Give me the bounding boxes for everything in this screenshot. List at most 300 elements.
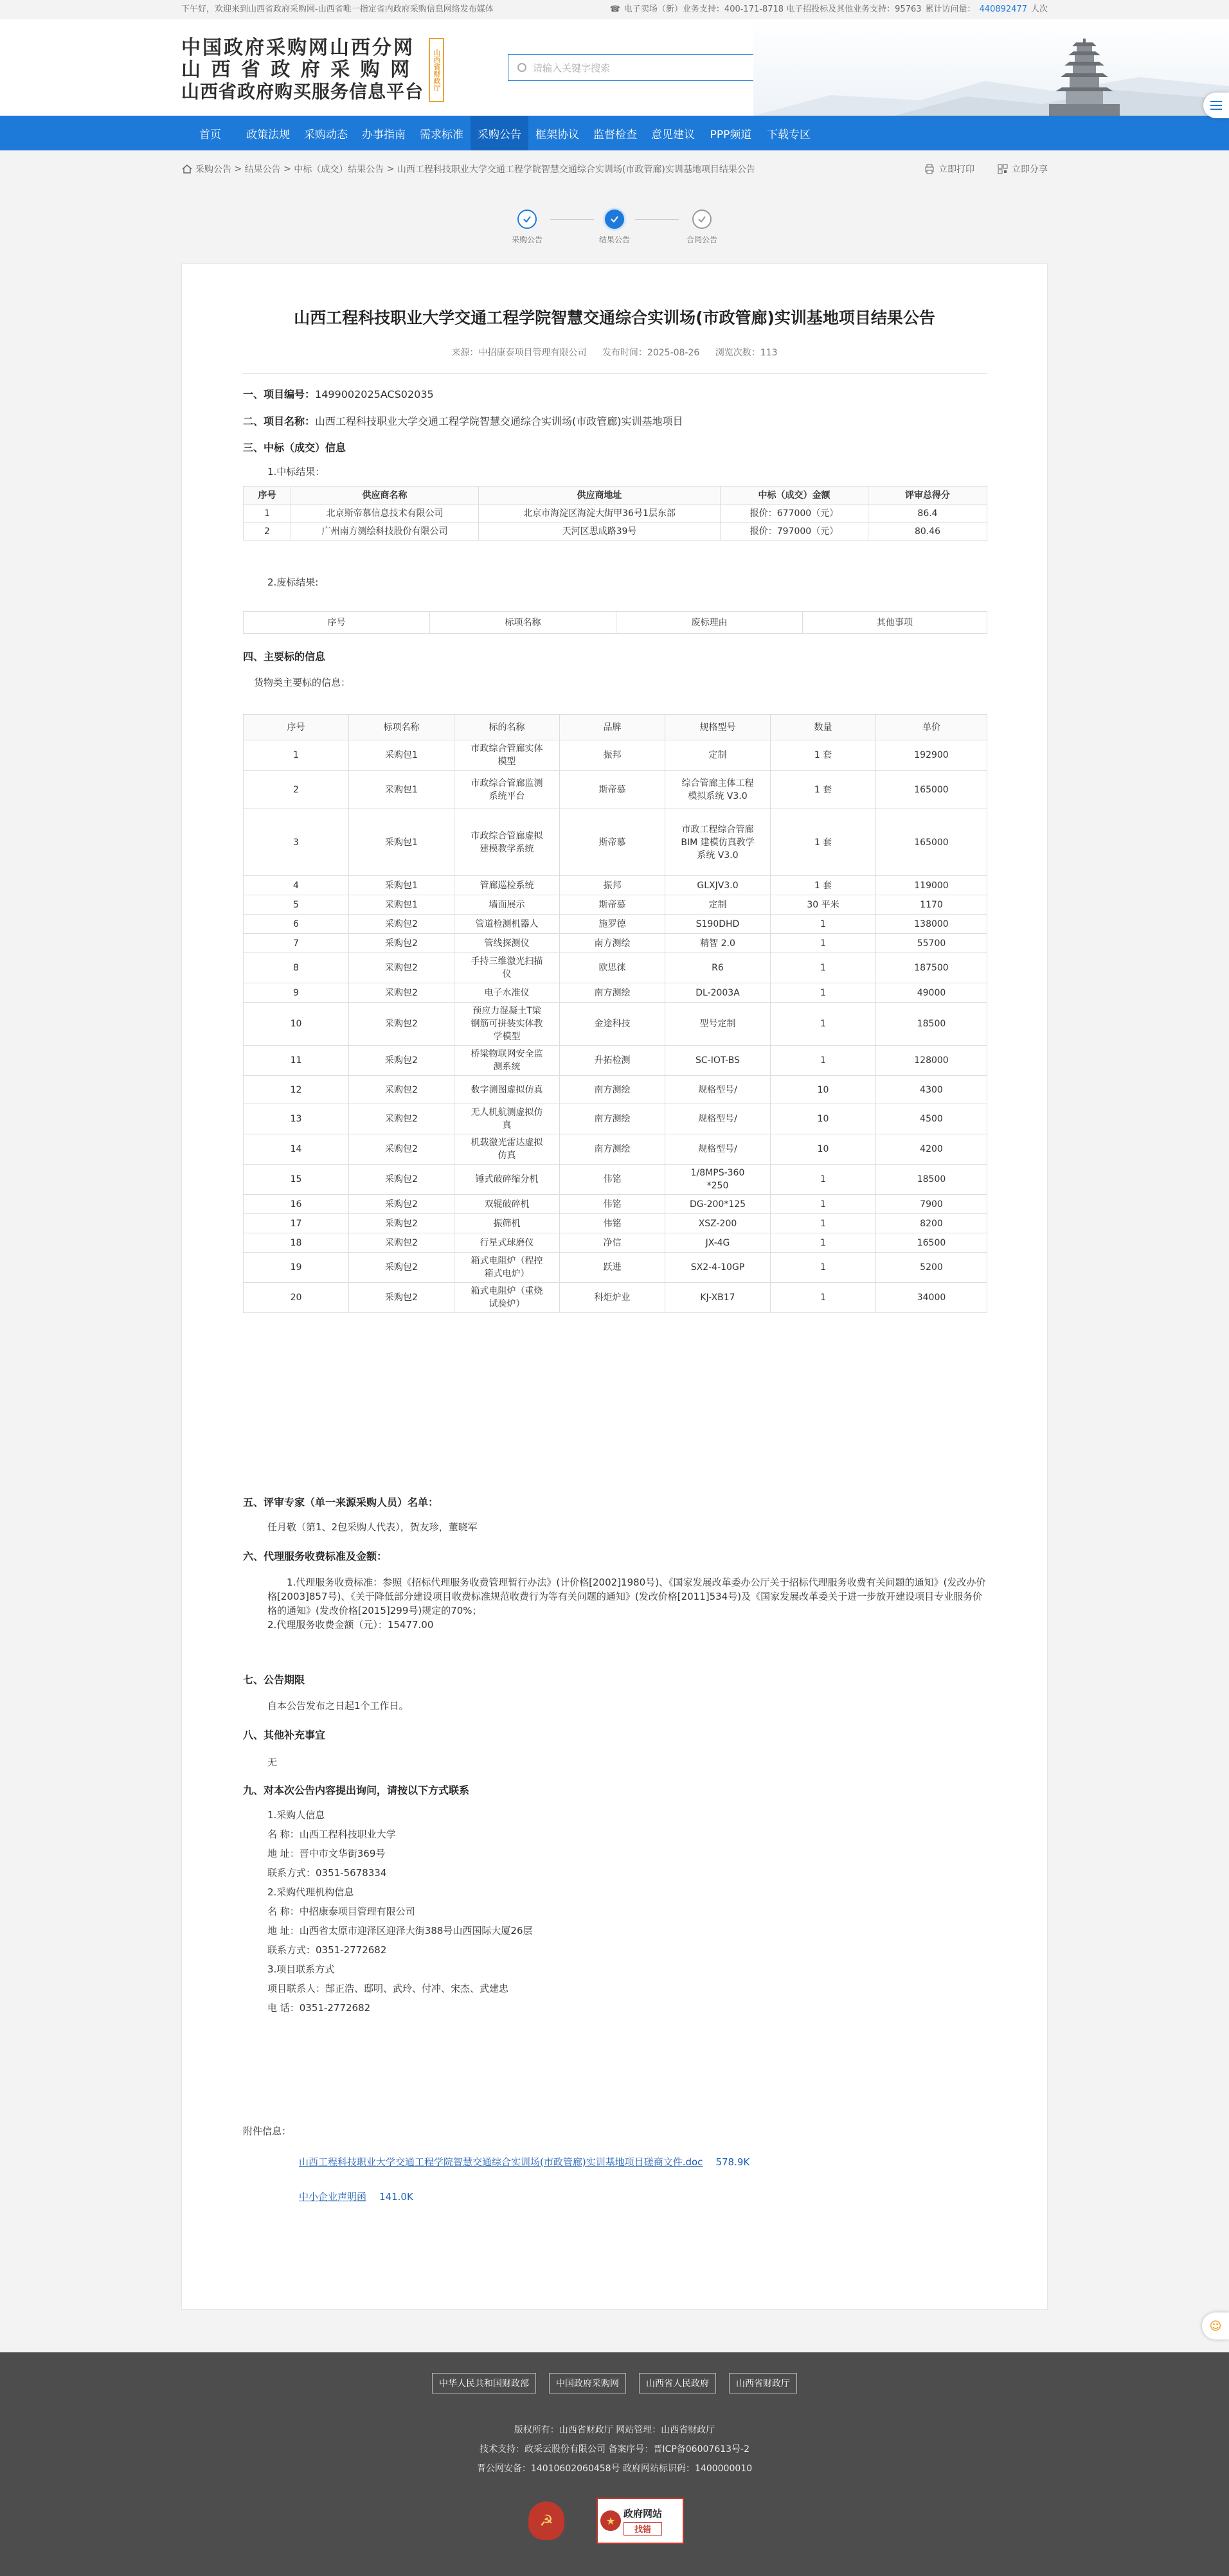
contact-line: 名 称：中招康泰项目管理有限公司 [267,1906,415,1917]
table-row [244,934,987,953]
table-cell: 1 [771,1283,876,1313]
project-number [243,386,434,401]
table-cell: 2 [244,523,291,541]
table-cell: 采购包2 [349,1165,454,1195]
announcement-card [181,264,1048,2310]
table-cell: 19 [244,1253,349,1283]
site-logo[interactable] [181,37,444,103]
divider [243,373,987,374]
welcome-text: 下午好，欢迎来到山西省政府采购网-山西省唯一指定省内政府采购信息网络发布媒体 [181,4,494,14]
win-result-table [243,486,987,541]
attachment-size: 141.0K [379,2191,413,2203]
logo-line-3: 山西省政府购买服务信息平台 [181,81,424,102]
table-row [244,1214,987,1233]
check-icon [692,210,712,229]
menu-icon [1210,101,1222,110]
table-cell: 1 [771,1214,876,1233]
project-number-value: 1499002025ACS02035 [315,388,434,400]
table-row [244,876,987,895]
table-cell: 16 [244,1195,349,1214]
step-procurement-notice[interactable] [501,210,553,245]
nav-item[interactable]: 政策法规 [246,128,290,141]
table-row [244,809,987,876]
table-cell: 定制 [665,740,771,771]
table-cell: 南方测绘 [560,1076,665,1104]
footer-tech: 技术支持：政采云股份有限公司 备案序号：晋ICP备06007613号-2 [479,2444,749,2455]
table-cell: 数字测图虚拟仿真 [454,1076,560,1104]
table-cell: 采购包2 [349,1003,454,1046]
table-cell: 1 套 [771,740,876,771]
table-cell: 振邦 [560,740,665,771]
breadcrumb-item[interactable]: 结果公告 [244,165,281,175]
section-label: 七、公告期限 [243,1674,305,1686]
table-cell: 手持三维激光扫描仪 [454,953,560,983]
print-button[interactable] [924,163,974,175]
article-views: 浏览次数：113 [715,348,778,358]
table-cell: 市政综合管廊虚拟建模教学系统 [454,809,560,876]
table-cell: 型号定制 [665,1003,771,1046]
table-cell: 综合管廊主体工程 模拟系统 V3.0 [665,771,771,809]
table-header: 供应商名称 [291,487,479,505]
table-header: 品牌 [560,715,665,740]
section-3-heading [243,440,346,454]
table-header: 序号 [244,487,291,505]
table-cell: 1170 [876,895,987,915]
table-cell: GLXJV3.0 [665,876,771,895]
other-matters-text: 无 [267,1757,278,1768]
table-row [244,740,987,771]
table-cell: 1 [771,953,876,983]
nav-item[interactable]: 监督检查 [593,128,637,141]
step-label: 采购公告 [511,235,543,244]
footer-link[interactable]: 山西省财政厅 [729,2373,797,2393]
table-header: 中标（成交）金额 [721,487,868,505]
section-4-heading [243,648,325,663]
table-cell: 精智 2.0 [665,934,771,953]
table-cell: 1 [771,1253,876,1283]
table-cell: 采购包2 [349,934,454,953]
table-row [244,895,987,915]
table-cell: 1 [771,1165,876,1195]
table-cell: 施罗德 [560,915,665,934]
logo-line-1: 中国政府采购网山西分网 [181,37,415,59]
table-cell: 1 [244,740,349,771]
section-label: 四、主要标的信息 [243,650,326,663]
table-cell: 采购包2 [349,1076,454,1104]
win-result-label: 1.中标结果： [267,466,325,478]
table-cell: 箱式电阻炉（重烧试验炉） [454,1283,560,1313]
project-name [243,413,683,428]
table-cell: 管道检测机器人 [454,915,560,934]
table-cell: 10 [771,1076,876,1104]
table-cell: JX-4G [665,1233,771,1253]
table-cell: 采购包2 [349,953,454,983]
table-cell: 采购包2 [349,1046,454,1076]
table-header: 废标理由 [616,612,803,634]
table-cell: 17 [244,1214,349,1233]
section-label: 三、中标（成交）信息 [243,442,346,454]
table-cell: 8200 [876,1214,987,1233]
share-button[interactable] [998,163,1048,175]
table-cell: 振筛机 [454,1214,560,1233]
table-cell: 119000 [876,876,987,895]
table-row [244,915,987,934]
fee-standard-text: 1.代理服务收费标准：参照《招标代理服务收费管理暂行办法》(计价格[2002]1980号)、《国家发展改革委办公厅关于招标代理服务收费有关问题的通知》(发改办价格[2003]857号)、《关于降低部分建设项目收费标准规范收费行为等有关问题的通知》(发改价格[2011]534号)及《国家发展改革委关于进一步放开建设项目专业服务价格的通知》(发改价格[2015]299号)规定的70%； [267,1577,986,1616]
progress-steps [0,188,1229,258]
nav-item[interactable]: 办事指南 [362,128,406,141]
table-cell: 北京市海淀区海淀大街甲36号1层东部 [479,505,721,523]
table-cell: SX2-4-10GP [665,1253,771,1283]
table-cell: 南方测绘 [560,1134,665,1165]
table-cell: 15 [244,1165,349,1195]
table-cell: 4200 [876,1134,987,1165]
step-label: 结果公告 [598,235,630,244]
table-cell: 金途科技 [560,1003,665,1046]
contact-line: 联系方式：0351-5678334 [267,1867,387,1879]
step-connector [550,219,594,220]
table-header: 单价 [876,715,987,740]
breadcrumb-item[interactable]: 采购公告 [195,165,231,175]
table-cell: 1 [771,915,876,934]
project-name-value: 山西工程科技职业大学交通工程学院智慧交通综合实训场(市政管廊)实训基地项目 [315,415,683,427]
table-cell: 86.4 [868,505,987,523]
table-cell: 10 [771,1104,876,1134]
table-cell: 广州南方测绘科技股份有限公司 [291,523,479,541]
table-cell: 4300 [876,1076,987,1104]
contact-line: 1.采购人信息 [267,1809,325,1821]
table-cell: 行星式球磨仪 [454,1233,560,1253]
table-header: 数量 [771,715,876,740]
section-label: 六、代理服务收费标准及金额： [243,1550,388,1562]
main-nav [0,116,1229,150]
table-cell: S190DHD [665,915,771,934]
table-cell: 规格型号/ [665,1076,771,1104]
table-cell: 市政工程综合管廊 BIM 建模仿真教学 系统 V3.0 [665,809,771,876]
table-cell: 天河区思成路39号 [479,523,721,541]
section-label: 九、对本次公告内容提出询问，请按以下方式联系 [243,1784,470,1796]
step-connector [635,219,679,220]
table-cell: 34000 [876,1283,987,1313]
section-label: 一、项目编号： [243,388,316,400]
table-cell: 管线探测仪 [454,934,560,953]
table-cell: 18 [244,1233,349,1253]
visit-prefix: 累计访问量： [925,4,976,14]
table-cell: 双辊破碎机 [454,1195,560,1214]
check-icon [605,210,624,229]
breadcrumb [181,150,1048,188]
table-cell: 2 [244,771,349,809]
table-cell: 采购包2 [349,1283,454,1313]
step-result-notice[interactable] [589,210,640,245]
table-cell: 165000 [876,771,987,809]
logo-seal: 山西省财政厅 [429,38,444,102]
fail-result-table [243,611,987,634]
article-time: 发布时间：2025-08-26 [602,348,700,358]
home-icon[interactable] [181,164,193,174]
table-cell: 1 [771,983,876,1003]
visit-count: 440892477 [979,4,1027,14]
step-label: 合同公告 [686,235,717,244]
table-cell: 1 [244,505,291,523]
table-header: 序号 [244,612,430,634]
table-cell: 升拓检测 [560,1046,665,1076]
attachment-name[interactable]: 中小企业声明函 [299,2191,367,2203]
section-6-heading [243,1548,387,1563]
table-cell: 采购包1 [349,876,454,895]
contact-line: 3.项目联系方式 [267,1963,335,1975]
footer-copyright: 版权所有：山西省财政厅 网站管理：山西省财政厅 [514,2425,715,2435]
fee-amount-text: 2.代理服务收费金额（元）：15477.00 [267,1619,434,1631]
attachment-size: 578.9K [715,2156,750,2168]
table-cell: 采购包2 [349,1214,454,1233]
logo-line-2: 山 西 省 政 府 采 购 网 [181,58,412,81]
attachment-link[interactable] [299,2155,749,2169]
table-cell: DL-2003A [665,983,771,1003]
contact-line: 项目联系人：郜正浩、邸明、武玲、付冲、宋杰、武建忠 [267,1983,509,1994]
table-cell: 13 [244,1104,349,1134]
attachments-label: 附件信息： [243,2125,292,2137]
section-label: 二、项目名称： [243,415,316,427]
nav-item[interactable]: 首页 [199,128,221,141]
contact-line: 名 称：山西工程科技职业大学 [267,1829,396,1840]
table-row [244,505,987,523]
table-row [244,771,987,809]
table-cell: 北京斯帝慕信息技术有限公司 [291,505,479,523]
table-cell: KJ-XB17 [665,1283,771,1313]
breadcrumb-item[interactable]: 中标（成交）结果公告 [294,165,384,175]
section-9-heading [243,1782,469,1797]
table-cell: 1 套 [771,876,876,895]
table-header: 供应商地址 [479,487,721,505]
contact-line: 地 址：山西省太原市迎泽区迎泽大街388号山西国际大厦26层 [267,1925,533,1936]
pagoda-banner-image [753,19,1229,116]
national-emblem-icon: ★ [600,2510,621,2531]
footer-link[interactable]: 山西省人民政府 [639,2373,716,2393]
side-menu-button[interactable] [1203,93,1229,118]
table-cell: 1/8MPS-360 *250 [665,1165,771,1195]
table-cell: 9 [244,983,349,1003]
table-cell: 管廊巡检系统 [454,876,560,895]
table-row [244,1003,987,1046]
table-cell: 采购包1 [349,771,454,809]
table-cell: 165000 [876,809,987,876]
table-cell: 7900 [876,1195,987,1214]
table-cell: 报价：797000（元） [721,523,868,541]
table-cell: 7 [244,934,349,953]
table-header: 标的名称 [454,715,560,740]
footer-link[interactable]: 中国政府采购网 [549,2373,626,2393]
table-cell: 4500 [876,1104,987,1134]
table-cell: 192900 [876,740,987,771]
table-header: 标项名称 [430,612,616,634]
table-row [244,953,987,983]
table-cell: 1 [771,1233,876,1253]
goods-label: 货物类主要标的信息： [254,677,351,688]
table-cell: 报价：677000（元） [721,505,868,523]
table-cell: 跃进 [560,1253,665,1283]
table-cell: 市政综合管廊实体模型 [454,740,560,771]
table-cell: 5200 [876,1253,987,1283]
table-cell: 14 [244,1134,349,1165]
table-cell: 18500 [876,1003,987,1046]
site-footer [0,2352,1229,2576]
goods-table [243,714,987,1313]
gov-site-badge[interactable] [597,2498,684,2544]
table-cell: 12 [244,1076,349,1104]
table-cell: 1 套 [771,771,876,809]
gov-badge-sub: 找错 [623,2522,662,2536]
breadcrumb-current: 山西工程科技职业大学交通工程学院智慧交通综合实训场(市政管廊)实训基地项目结果公告 [397,165,755,175]
table-cell: 市政综合管廊监测系统平台 [454,771,560,809]
nav-item[interactable]: PPP频道 [710,128,752,141]
table-cell: 净信 [560,1233,665,1253]
table-cell: XSZ-200 [665,1214,771,1233]
table-cell: 南方测绘 [560,934,665,953]
share-label: 立即分享 [1012,165,1048,175]
step-contract-notice[interactable] [676,210,728,245]
table-cell: 3 [244,809,349,876]
table-cell: 1 套 [771,809,876,876]
float-service-button[interactable] [1202,2312,1229,2339]
table-cell: 无人机航测虚拟仿真 [454,1104,560,1134]
table-cell: R6 [665,953,771,983]
table-cell: 1 [771,934,876,953]
section-7-heading [243,1672,305,1686]
table-cell: 采购包1 [349,809,454,876]
table-cell: 规格型号/ [665,1134,771,1165]
table-cell: 187500 [876,953,987,983]
table-row [244,1253,987,1283]
table-cell: 箱式电阻炉（程控箱式电炉） [454,1253,560,1283]
table-cell: 南方测绘 [560,983,665,1003]
page-title: 山西工程科技职业大学交通工程学院智慧交通综合实训场(市政管廊)实训基地项目结果公告 [294,309,935,327]
table-header: 其他事项 [803,612,987,634]
breadcrumb-sep: > [283,164,291,174]
table-cell: 4 [244,876,349,895]
table-row [244,1165,987,1195]
qrcode-icon [998,164,1008,174]
table-cell: 规格型号/ [665,1104,771,1134]
footer-police: 晋公网安备：14010602060458号 政府网站标识码：1400000010 [476,2464,753,2474]
table-cell: 斯帝慕 [560,771,665,809]
nav-item[interactable]: 采购公告 [471,116,528,150]
table-cell: 斯帝慕 [560,809,665,876]
nav-item[interactable]: 需求标准 [420,128,463,141]
table-cell: 采购包2 [349,983,454,1003]
table-cell: 预应力混凝土T梁钢筋可拼装实体教学模型 [454,1003,560,1046]
nav-item[interactable]: 下载专区 [767,128,811,141]
search-input[interactable] [508,54,761,81]
table-cell: 5 [244,895,349,915]
site-header [0,19,1229,116]
gov-badge-title: 政府网站 [623,2507,663,2519]
contact-line: 电 话：0351-2772682 [267,2002,371,2014]
table-row [244,1046,987,1076]
section-label: 八、其他补充事宜 [243,1729,326,1741]
phone-icon: ☎ [609,4,620,14]
article-meta [182,346,1047,359]
check-icon [517,210,537,229]
table-cell: 16500 [876,1233,987,1253]
attachment-link[interactable] [299,2190,413,2203]
section-label: 五、评审专家（单一来源采购人员）名单： [243,1496,439,1508]
table-cell: 1 [771,1003,876,1046]
table-cell: DG-200*125 [665,1195,771,1214]
attachment-name[interactable]: 山西工程科技职业大学交通工程学院智慧交通综合实训场(市政管廊)实训基地项目磋商文件.doc [299,2156,703,2168]
table-cell: 10 [771,1134,876,1165]
table-cell: 斯帝慕 [560,895,665,915]
service-icon: ☺ [1209,2319,1222,2333]
table-row [244,1134,987,1165]
table-cell: 138000 [876,915,987,934]
footer-link[interactable]: 中华人民共和国财政部 [432,2373,536,2393]
table-row [244,1283,987,1313]
table-cell: 科炬炉业 [560,1283,665,1313]
experts-list: 任月敬（第1、2包采购人代表），贺友珍，董晓军 [267,1521,478,1533]
support-phone-text: 电子卖场（新）业务支持：400-171-8718 电子招投标及其他业务支持：95763 [623,4,922,14]
table-row [244,523,987,541]
table-cell: 采购包2 [349,915,454,934]
table-cell: 南方测绘 [560,1104,665,1134]
table-cell: 10 [244,1003,349,1046]
table-cell: 采购包2 [349,1134,454,1165]
table-cell: 定制 [665,895,771,915]
table-cell: 18500 [876,1165,987,1195]
table-cell: 1 [771,1046,876,1076]
table-row [244,1076,987,1104]
table-cell: 机载激光雷达虚拟仿真 [454,1134,560,1165]
section-5-heading [243,1494,438,1509]
table-cell: 伟铭 [560,1214,665,1233]
table-cell: 1 [771,1195,876,1214]
table-cell: 欧思徕 [560,953,665,983]
nav-item[interactable]: 意见建议 [651,128,695,141]
table-cell: 采购包1 [349,740,454,771]
table-cell: SC-IOT-BS [665,1046,771,1076]
table-cell: 49000 [876,983,987,1003]
table-cell: 桥梁物联网安全监测系统 [454,1046,560,1076]
visit-suffix: 人次 [1030,4,1048,14]
section-8-heading [243,1727,325,1742]
breadcrumb-sep: > [386,164,395,174]
table-cell: 11 [244,1046,349,1076]
table-cell: 振邦 [560,876,665,895]
nav-item[interactable]: 框架协议 [535,128,579,141]
fail-result-label: 2.废标结果: [267,577,319,588]
print-label: 立即打印 [938,165,974,175]
table-cell: 采购包2 [349,1195,454,1214]
table-cell: 电子水准仪 [454,983,560,1003]
table-row [244,983,987,1003]
nav-item[interactable]: 采购动态 [304,128,348,141]
party-emblem-icon[interactable]: ☭ [528,2501,564,2540]
table-cell: 80.46 [868,523,987,541]
table-cell: 锤式破碎缩分机 [454,1165,560,1195]
search-icon [517,63,526,72]
table-cell: 墙面展示 [454,895,560,915]
table-cell: 8 [244,953,349,983]
table-cell: 采购包1 [349,895,454,915]
table-cell: 伟铭 [560,1165,665,1195]
contact-line: 2.采购代理机构信息 [267,1886,354,1898]
print-icon [924,164,935,174]
table-row [244,1195,987,1214]
contact-line: 联系方式：0351-2772682 [267,1944,387,1956]
table-cell: 采购包2 [349,1104,454,1134]
table-header: 序号 [244,715,349,740]
contact-line: 地 址：晋中市文华街369号 [267,1848,386,1859]
table-header: 标项名称 [349,715,454,740]
